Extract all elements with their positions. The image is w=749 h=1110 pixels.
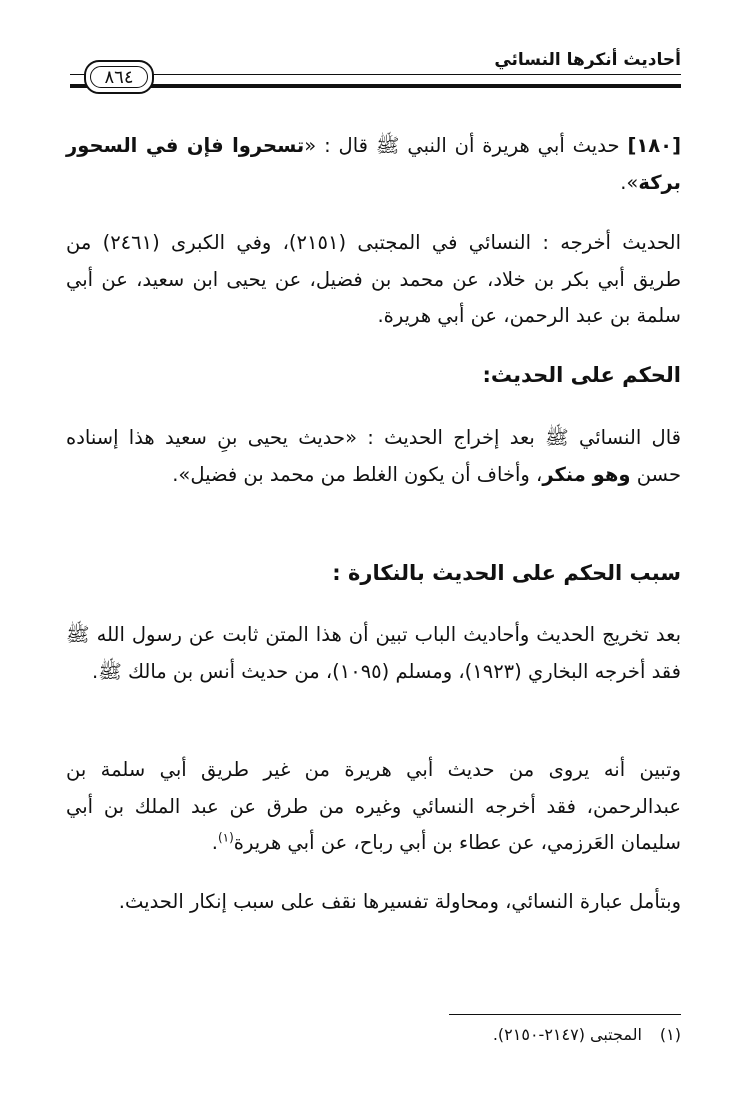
page-number: ٨٦٤ xyxy=(104,66,134,88)
takhrij-text: الحديث أخرجه : النسائي في المجتبى (٢١٥١)، وفي الكبرى (٢٤٦١) من طريق أبي بكر بن خلاد، عن محمد بن فضيل، عن يحيى ابن سعيد، عن أبي سلمة بن عبد الرحمن، عن أبي هريرة. xyxy=(66,231,681,327)
reason-paragraph-2 xyxy=(66,752,681,862)
footnote-separator xyxy=(449,1014,681,1015)
hadith-intro: حديث أبي هريرة أن النبي ﷺ قال : « xyxy=(304,134,620,157)
ruling-paragraph xyxy=(66,420,681,493)
footnote-reference: (١) xyxy=(217,830,234,845)
hadith-number: [١٨٠] xyxy=(627,134,681,157)
reason-paragraph-3 xyxy=(66,884,681,921)
header-rule-thick xyxy=(70,84,681,88)
reason-text-3: وبتأمل عبارة النسائي، ومحاولة تفسيرها نقف على سبب إنكار الحديث. xyxy=(118,890,681,913)
hadith-close: ». xyxy=(620,170,639,194)
reason-paragraph-1 xyxy=(66,617,681,690)
header-rule xyxy=(70,74,681,75)
reason-text-2: وتبين أنه يروى من حديث أبي هريرة من غير طريق أبي سلمة بن عبدالرحمن، فقد أخرجه النسائي وغيره من طرق عن عبد الملك بن أبي سليمان العَرزمي، عن عطاء بن أبي رباح، عن أبي هريرة xyxy=(66,758,681,854)
running-title: أحاديث أنكرها النسائي xyxy=(494,50,681,70)
footnote-text: المجتبى (٢١٤٧-٢١٥٠). xyxy=(492,1025,642,1044)
ruling-part2: ، وأخاف أن يكون الغلط من محمد بن فضيل». xyxy=(172,462,543,486)
hadith-text: تسحروا فإن في السحور بركة xyxy=(66,134,681,194)
ruling-heading: الحكم على الحديث: xyxy=(482,363,681,387)
hadith-paragraph xyxy=(66,128,681,201)
takhrij-paragraph xyxy=(66,225,681,335)
reason-text-2-end: . xyxy=(211,831,218,854)
footnote-number: (١) xyxy=(659,1025,681,1044)
page-number-frame xyxy=(84,60,154,94)
ruling-part1: قال النسائي ﷺ بعد إخراج الحديث : «حديث يحيى بنِ سعيد هذا إسناده حسن xyxy=(66,426,681,486)
reason-text-1: بعد تخريج الحديث وأحاديث الباب تبين أن هذا المتن ثابت عن رسول الله ﷺ فقد أخرجه البخاري (١٩٢٣)، ومسلم (١٠٩٥)، من حديث أنس بن مالك ﷺ. xyxy=(66,623,681,683)
ruling-munkar: وهو منكر xyxy=(542,462,631,486)
footnote xyxy=(493,1025,681,1044)
reason-heading: سبب الحكم على الحديث بالنكارة : xyxy=(332,561,681,585)
